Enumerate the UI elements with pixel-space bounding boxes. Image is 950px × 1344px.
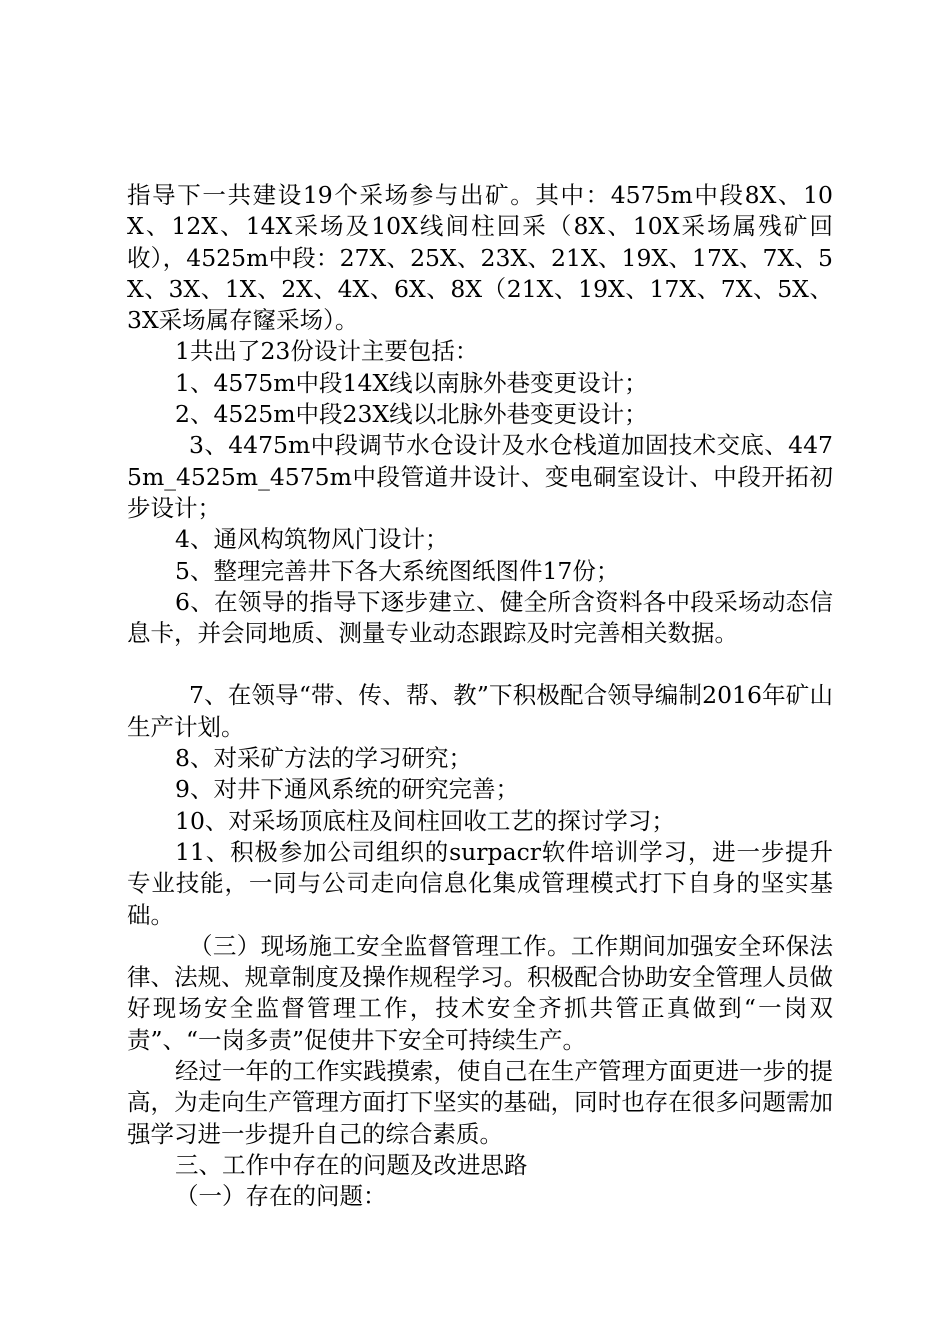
paragraph-item-10: 10、对采场顶底柱及间柱回收工艺的探讨学习； (175, 806, 675, 835)
paragraph-item-9: 9、对井下通风系统的研究完善； (175, 775, 519, 804)
paragraph-design-item-1: 1、4575m中段14X线以南脉外巷变更设计； (175, 368, 648, 397)
paragraph-item-7: 7、在领导“带、传、帮、教”下积极配合领导编制2016年矿山生产计划。 (127, 681, 833, 741)
paragraph-item-11: 11、积极参加公司组织的surpacr软件培训学习，进一步提升专业技能，一同与公司走向信息化集成管理模式打下自身的坚实基础。 (127, 837, 833, 929)
paragraph-safety-supervision: （三）现场施工安全监督管理工作。工作期间加强安全环保法律、法规、规章制度及操作规程学习。积极配合协助安全管理人员做好现场安全监督管理工作，技术安全齐抓共管正真做到“一岗双责”、“一岗多责”促使井下安全可持续生产。 (127, 931, 833, 1054)
paragraph-design-item-5: 5、整理完善井下各大系统图纸图件17份； (175, 556, 620, 585)
paragraph-year-summary: 经过一年的工作实践摸索，使自己在生产管理方面更进一步的提高，为走向生产管理方面打下坚实的基础，同时也存在很多问题需加强学习进一步提升自己的综合素质。 (127, 1057, 833, 1148)
section-heading-problems: 三、工作中存在的问题及改进思路 (175, 1150, 528, 1179)
paragraph-design-item-4: 4、通风构筑物风门设计； (175, 525, 449, 554)
paragraph-stopes-overview: 指导下一共建设19个采场参与出矿。其中：4575m中段8X、10X、12X、14X采场及10X线间柱回采（8X、10X采场属残矿回收），4525m中段：27X、25X、23X、21X、19X、17X、7X、5X、3X、1X、2X、4X、6X、8X（21X、19X、17X、7X、5X、3X采场属存窿采场）。 (127, 181, 833, 335)
paragraph-design-item-3: 3、4475m中段调节水仓设计及水仓栈道加固技术交底、4475m_4525m_4575m中段管道井设计、变电硐室设计、中段开拓初步设计； (127, 431, 833, 522)
subsection-heading-existing-problems: （一）存在的问题： (175, 1182, 387, 1211)
paragraph-design-item-2: 2、4525m中段23X线以北脉外巷变更设计； (175, 400, 648, 429)
document-body (127, 180, 833, 1213)
paragraph-designs-summary: 1共出了23份设计主要包括： (175, 337, 479, 366)
paragraph-item-8: 8、对采矿方法的学习研究； (175, 744, 472, 773)
paragraph-spacer (127, 649, 833, 680)
paragraph-design-item-6: 6、在领导的指导下逐步建立、健全所含资料各中段采场动态信息卡，并会同地质、测量专业动态跟踪及时完善相关数据。 (127, 587, 833, 648)
